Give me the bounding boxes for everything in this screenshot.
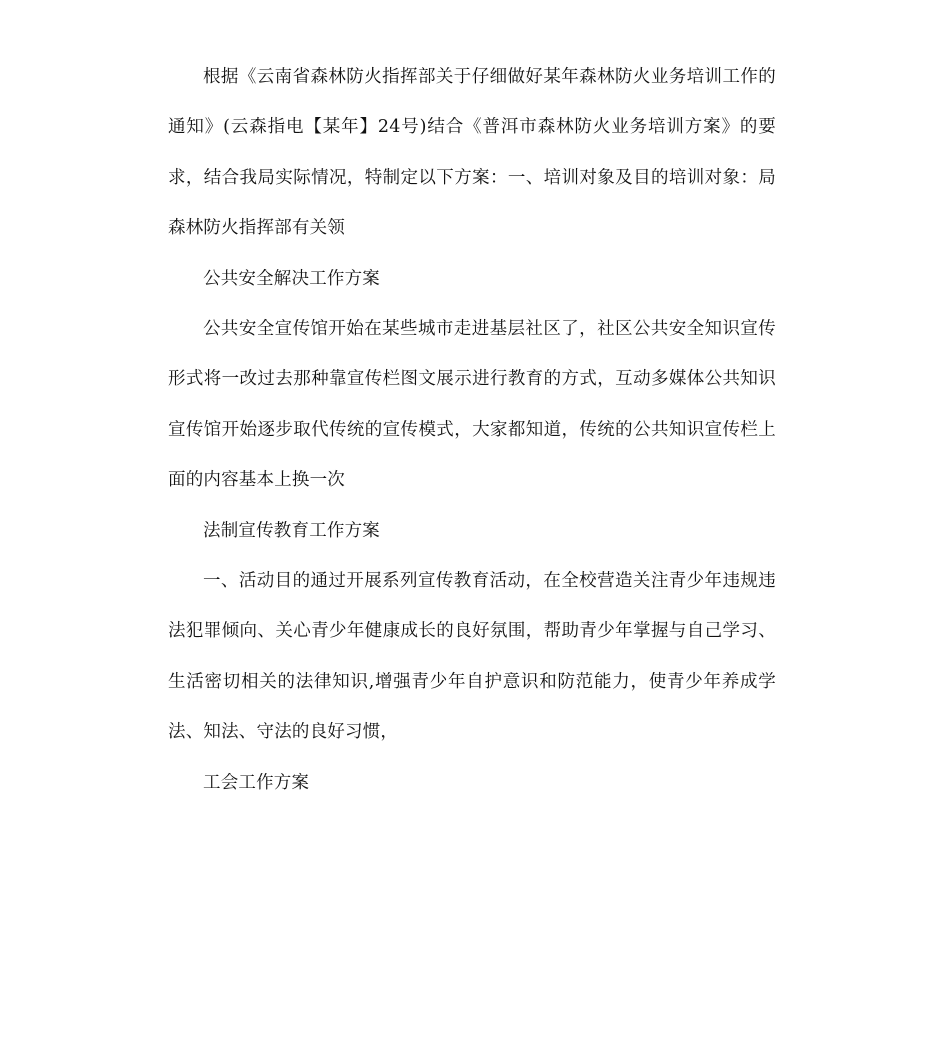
- document-page: [168, 52, 776, 808]
- heading-public-safety-plan: 公共安全解决工作方案: [203, 268, 380, 289]
- paragraph-public-safety-publicity: 公共安全宣传馆开始在某些城市走进基层社区了，社区公共安全知识宣传形式将一改过去那种靠宣传栏图文展示进行教育的方式，互动多媒体公共知识宣传馆开始逐步取代传统的宣传模式，大家都知道，传统的公共知识宣传栏上面的内容基本上换一次: [168, 319, 776, 491]
- heading-union-work-plan: 工会工作方案: [203, 772, 310, 793]
- heading-legal-education-plan: 法制宣传教育工作方案: [203, 520, 380, 541]
- paragraph-forest-fire-training: 根据《云南省森林防火指挥部关于仔细做好某年森林防火业务培训工作的通知》(云森指电【某年】24号)结合《普洱市森林防火业务培训方案》的要求，结合我局实际情况，特制定以下方案：一、培训对象及目的培训对象：局森林防火指挥部有关领: [168, 67, 776, 239]
- paragraph-legal-education-goals: 一、活动目的通过开展系列宣传教育活动，在全校营造关注青少年违规违法犯罪倾向、关心青少年健康成长的良好氛围，帮助青少年掌握与自己学习、生活密切相关的法律知识,增强青少年自护意识和防范能力，使青少年养成学法、知法、守法的良好习惯，: [168, 571, 776, 743]
